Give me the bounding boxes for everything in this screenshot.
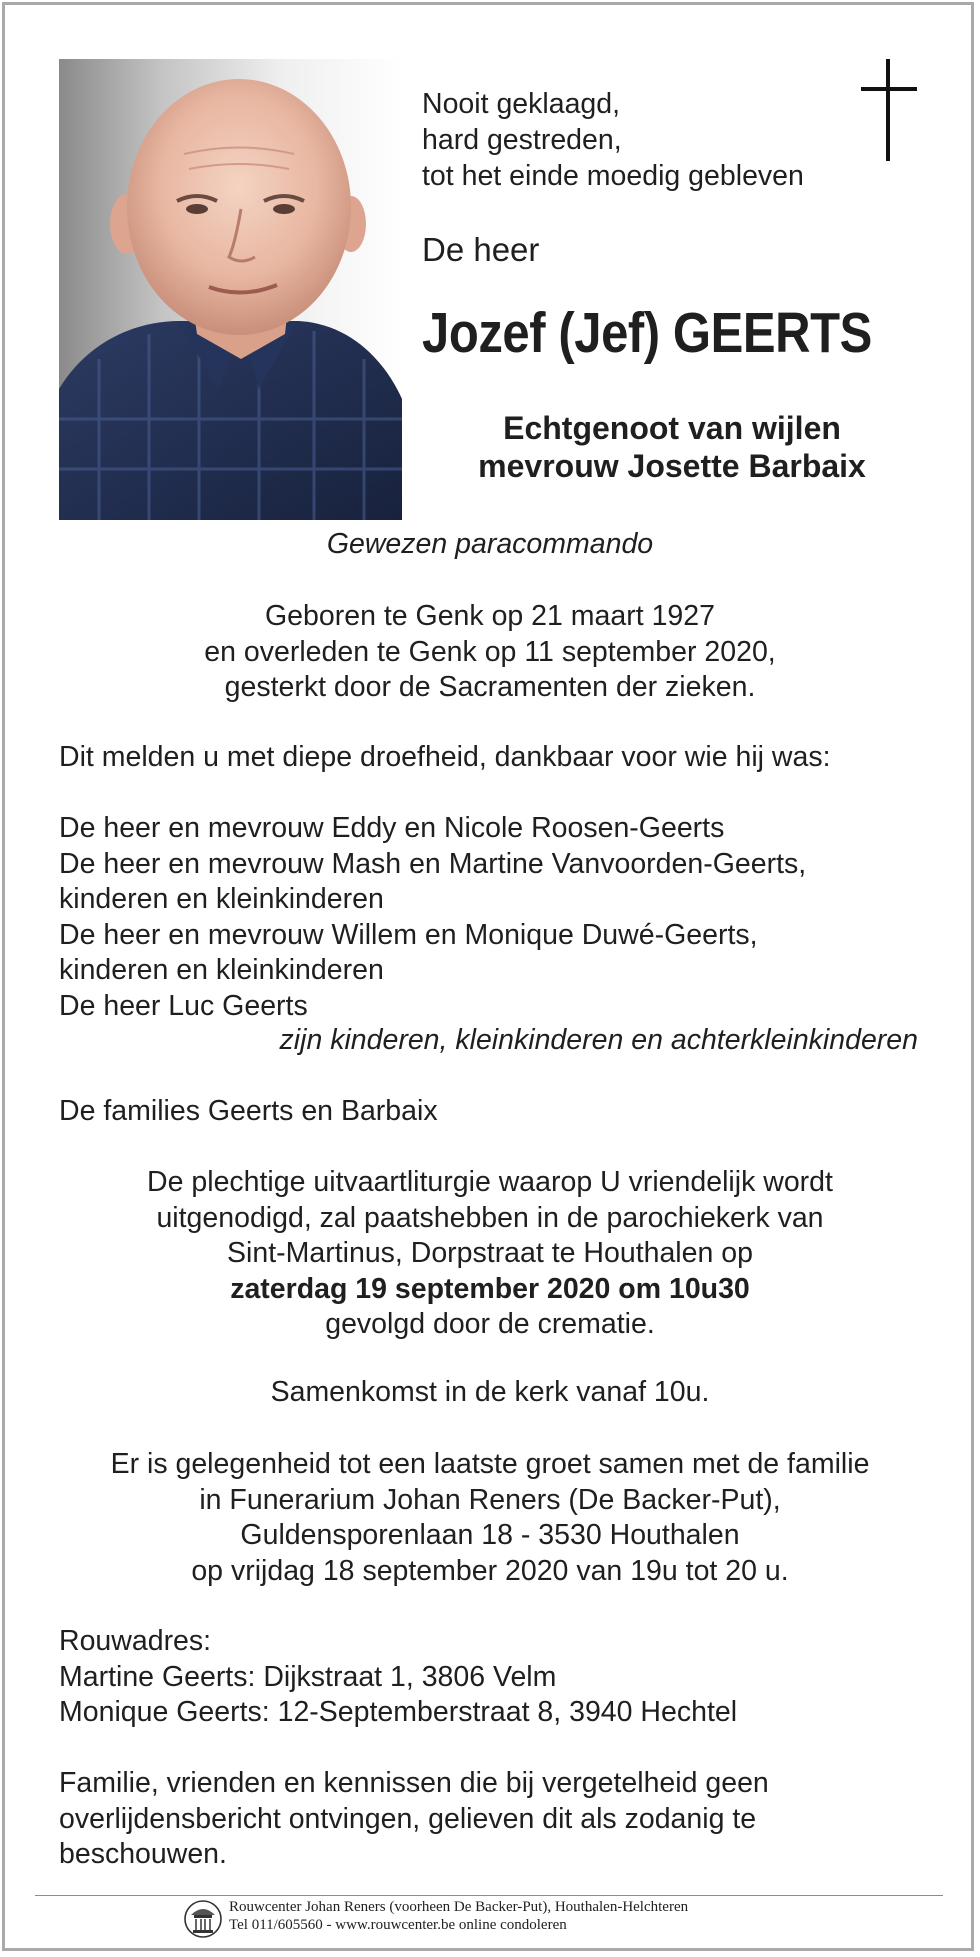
funeral-line: De plechtige uitvaartliturgie waarop U vriendelijk wordt — [147, 1166, 833, 1198]
verse-line: hard gestreden, — [422, 124, 622, 156]
cross-icon — [861, 59, 917, 161]
children-line: De heer Luc Geerts — [59, 989, 308, 1022]
funeral-line: uitgenodigd, zal paatshebben in de parochiekerk van — [156, 1201, 824, 1234]
farewell-line: Er is gelegenheid tot een laatste groet samen met de familie — [110, 1448, 870, 1480]
spouse-line: Echtgenoot van wijlen — [503, 410, 841, 446]
address-line: Martine Geerts: Dijkstraat 1, 3806 Velm — [59, 1660, 557, 1693]
children-line: De heer en mevrouw Eddy en Nicole Roosen-Geerts — [59, 812, 725, 844]
funeral-block — [0, 1165, 980, 1343]
closing-line: Familie, vrienden en kennissen die bij vergetelheid geen — [59, 1767, 769, 1799]
children-line: De heer en mevrouw Willem en Monique Duwé-Geerts, — [59, 918, 758, 951]
farewell-block — [0, 1447, 980, 1589]
funeral-line: Sint-Martinus, Dorpstraat te Houthalen op — [227, 1237, 753, 1269]
address-heading: Rouwadres: — [59, 1625, 212, 1657]
farewell-line: Guldensporenlaan 18 - 3530 Houthalen — [240, 1519, 740, 1551]
children-line: kinderen en kleinkinderen — [59, 954, 384, 986]
children-list — [59, 811, 806, 1024]
gathering-line: Samenkomst in de kerk vanaf 10u. — [270, 1376, 710, 1408]
birth-death-block — [0, 599, 980, 706]
farewell-line: op vrijdag 18 september 2020 van 19u tot 20 u. — [191, 1554, 789, 1587]
footer-divider — [35, 1895, 943, 1896]
verse-line: tot het einde moedig gebleven — [422, 160, 804, 192]
footer-company: Rouwcenter Johan Reners (voorheen De Backer-Put), Houthalen-Helchteren — [229, 1899, 689, 1915]
funeral-after: gevolgd door de crematie. — [325, 1308, 655, 1340]
funeral-date: zaterdag 19 september 2020 om 10u30 — [230, 1272, 750, 1305]
spouse-line: mevrouw Josette Barbaix — [478, 448, 866, 484]
funeral-home-logo-icon — [183, 1899, 223, 1939]
address-line: Monique Geerts: 12-Septemberstraat 8, 3940 Hechtel — [59, 1696, 738, 1728]
children-line: kinderen en kleinkinderen — [59, 883, 384, 915]
closing-line: beschouwen. — [59, 1838, 227, 1870]
birth-death-line: en overleden te Genk op 11 september 2020, — [204, 635, 776, 668]
farewell-line: in Funerarium Johan Reners (De Backer-Put), — [199, 1483, 781, 1516]
spouse-info — [422, 409, 922, 485]
families-line: De families Geerts en Barbaix — [59, 1095, 438, 1127]
verse — [422, 86, 804, 194]
announcement-line: Dit melden u met diepe droefheid, dankbaar voor wie hij was: — [59, 741, 831, 773]
former-profession: Gewezen paracommando — [326, 528, 654, 560]
birth-death-line: gesterkt door de Sacramenten der zieken. — [224, 671, 756, 703]
portrait-photo — [59, 59, 402, 520]
portrait-illustration — [59, 59, 402, 520]
footer-contact: Tel 011/605560 - www.rouwcenter.be online condoleren — [229, 1917, 567, 1933]
title-prefix: De heer — [422, 231, 540, 268]
birth-death-line: Geboren te Genk op 21 maart 1927 — [265, 600, 715, 632]
verse-line: Nooit geklaagd, — [422, 88, 621, 120]
mourning-address — [59, 1624, 737, 1731]
gathering — [0, 1375, 980, 1411]
footer — [229, 1898, 688, 1934]
closing-note — [59, 1766, 769, 1873]
closing-line: overlijdensbericht ontvingen, gelieven dit als zodanig te — [59, 1802, 757, 1835]
families — [59, 1094, 438, 1130]
children-line: De heer en mevrouw Mash en Martine Vanvoorden-Geerts, — [59, 847, 807, 880]
children-caption: zijn kinderen, kleinkinderen en achterkleinkinderen — [279, 1024, 918, 1056]
deceased-name: Jozef (Jef) GEERTS — [422, 301, 872, 365]
announcement — [59, 740, 831, 776]
